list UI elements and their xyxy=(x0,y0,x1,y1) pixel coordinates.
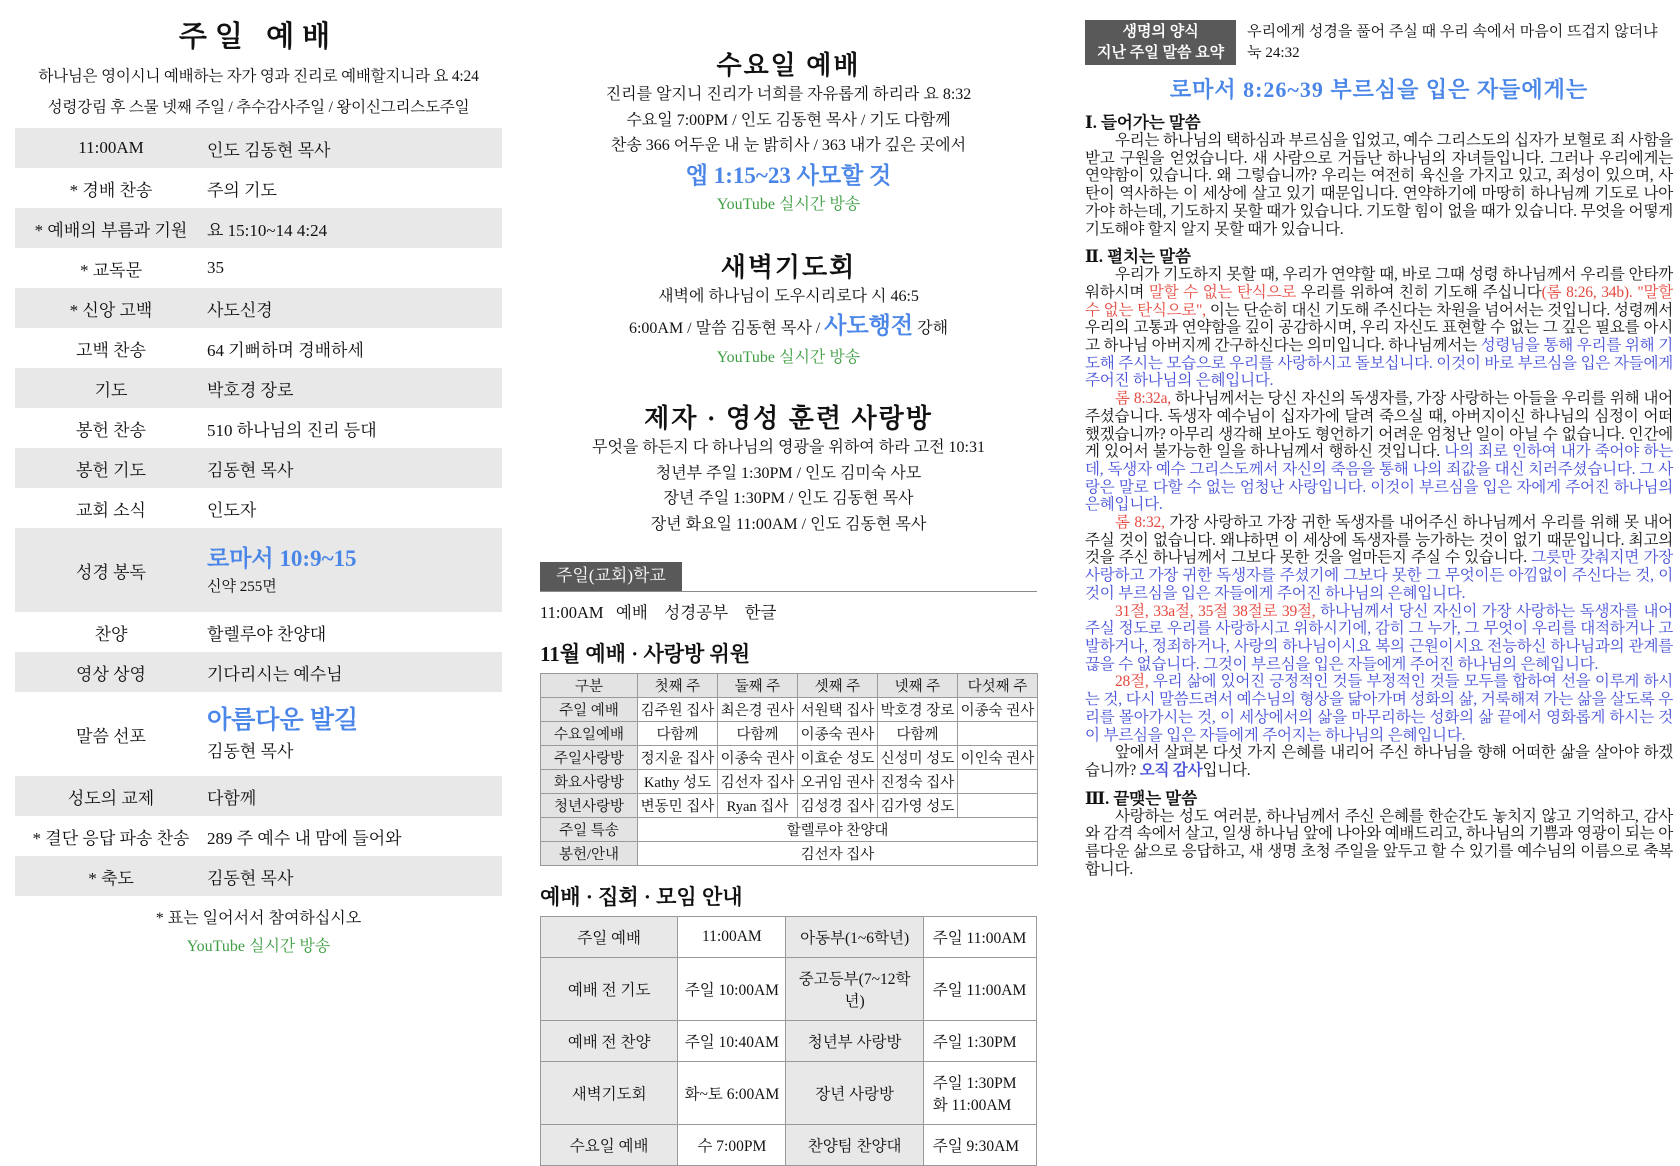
cell: 신성미 성도 xyxy=(878,746,958,770)
cell: 중고등부(7~12학년) xyxy=(786,958,923,1021)
section-paragraph: 31절, 33a절, 35절 38절로 39절, 하나님께서 당신 자신이 가장 사랑하는 독생자를 내어 주실 정도로 우리를 사랑하시고 위하시기에, 감히 그 누가, 그 무엇이 우리를 대적하거나 고발하거나, 정죄하거나, 사랑의 하나님이시요 복의 근원이시요 전능하신 하나님과의 관계를 끊을 수 없습니다. 그것이 부르심을 입은 자들에게 주어진 하나님의 은혜입니다. xyxy=(1085,602,1674,673)
badge-line-2: 지난 주일 말씀 요약 xyxy=(1097,44,1225,61)
scripture-page: 신약 255면 xyxy=(207,579,277,595)
order-row-scripture xyxy=(15,528,502,612)
cell: 예배 전 찬양 xyxy=(541,1021,678,1062)
order-label: 고백 찬송 xyxy=(76,340,146,360)
header-verse: 우리에게 성경을 풀어 주실 때 우리 속에서 마음이 뜨겁지 않더냐 눅 24:32 xyxy=(1247,24,1658,61)
table-row xyxy=(541,794,1038,818)
dawn-prayer-title: 새벽기도회 xyxy=(720,252,857,282)
order-value: 510 하나님의 진리 등대 xyxy=(207,420,377,440)
cell: 이종숙 권사 xyxy=(718,746,798,770)
section-paragraph: 롬 8:32, 가장 사랑하고 가장 귀한 독생자를 내어주신 하나님께서 우리를 위해 못 내어 주실 것이 없습니다. 왜냐하면 이 세상에 독생자를 능가하는 것이 없기 때문입니다. 최고의 것을 주신 하나님께서 그보다 못한 것을 얼마든지 주실 수 있습니다. 그릇만 갖춰지면 가장 사랑하고 가장 귀한 독생자를 주셨기에 그보다 못한 그 무엇이든 아낌없이 주신다는 것, 이것이 부르심을 입은 자들에게 주어진 하나님의 은혜입니다. xyxy=(1085,514,1673,602)
sermon-summary-column xyxy=(1085,20,1673,878)
youtube-live-note: YouTube 실시간 방송 xyxy=(186,938,331,955)
cell: 김성경 집사 xyxy=(798,794,878,818)
order-value: 289 주 예수 내 맘에 들어와 xyxy=(207,828,402,848)
sermon-preacher: 김동현 목사 xyxy=(207,742,294,761)
schedule-table-title: 예배 · 집회 · 모임 안내 xyxy=(540,885,743,909)
order-value: 김동현 목사 xyxy=(207,460,294,480)
sunday-worship-column xyxy=(15,14,502,956)
schedule-table xyxy=(540,916,1037,1166)
section-heading-2: Ⅱ. 펼치는 말씀 xyxy=(1085,247,1191,267)
sunday-school-bar xyxy=(540,562,1037,592)
cell: 이인숙 권사 xyxy=(958,746,1038,770)
section-paragraph: 앞에서 살펴본 다섯 가지 은혜를 내리어 주신 하나님을 향해 어떠한 삶을 살아야 하겠습니까? 오직 감사입니다. xyxy=(1085,744,1673,779)
cell: 김선자 집사 xyxy=(718,770,798,794)
wednesday-worship-title: 수요일 예배 xyxy=(716,51,861,80)
cell: 주일 예배 xyxy=(541,698,638,722)
order-value: 인도 김동현 목사 xyxy=(207,140,331,160)
table-row xyxy=(541,842,1038,866)
table-row xyxy=(541,770,1038,794)
order-row xyxy=(15,612,502,652)
training-title: 제자 · 영성 훈련 사랑방 xyxy=(644,404,933,433)
section-paragraph: 사랑하는 성도 여러분, 하나님께서 주신 은혜를 한순간도 놓치지 않고 기억하고, 감사와 감격 속에서 살고, 일생 하나님 앞에 나아와 예배드리고, 하나님의 기쁨과 영광이 되는 아름다운 삶으로 응답하고, 새 생명 초청 주일을 앞두고 할 수 있기를 예수님의 이름으로 축복합니다. xyxy=(1085,807,1673,878)
order-value: 인도자 xyxy=(207,500,257,520)
table-row xyxy=(541,958,1037,1021)
cell: 정지윤 집사 xyxy=(638,746,718,770)
cell xyxy=(958,770,1038,794)
cell: 다함께 xyxy=(718,722,798,746)
order-label: 찬양 xyxy=(94,624,128,644)
cell: 김선자 집사 xyxy=(638,842,1038,866)
cell: Ryan 집사 xyxy=(718,794,798,818)
order-row xyxy=(15,248,502,288)
cell: 주일사랑방 xyxy=(541,746,638,770)
cell: 김주원 집사 xyxy=(638,698,718,722)
cell: 11:00AM xyxy=(678,917,786,958)
cell: 구분 xyxy=(541,674,638,698)
committee-table-title: 11월 예배 · 사랑방 위원 xyxy=(540,642,751,666)
dawn-verse: 새벽에 하나님이 도우시리로다 시 46:5 xyxy=(658,287,919,305)
sunday-week-line: 성령강림 후 스물 넷째 주일 / 추수감사주일 / 왕이신그리스도주일 xyxy=(47,99,470,116)
cell: 수요일 예배 xyxy=(541,1125,678,1166)
order-row xyxy=(15,168,502,208)
cell: 이효순 성도 xyxy=(798,746,878,770)
order-value: 다함께 xyxy=(207,788,257,808)
cell: 진정숙 집사 xyxy=(878,770,958,794)
order-value: 주의 기도 xyxy=(207,180,277,200)
order-row xyxy=(15,208,502,248)
cell: 셋째 주 xyxy=(798,674,878,698)
order-row xyxy=(15,368,502,408)
order-row xyxy=(15,328,502,368)
wednesday-worship-section xyxy=(540,45,1037,217)
section-paragraph: 우리가 기도하지 못할 때, 우리가 연약할 때, 바로 그때 성령 하나님께서 우리를 안타까워하시며 말할 수 없는 탄식으로 우리를 위하여 친히 기도해 주십니다(롬 8:26, 34b). "말할 수 없는 탄식으로", 이는 단순히 대신 기도해 주신다는 차원을 넘어서는 것입니다. 성령께서 우리의 고통과 연약함을 깊이 공감하시며, 우리 자신도 표현할 수 없는 그 깊은 필요를 아시고 하나님 아버지께 간구하신다는 의미입니다. 하나님께서는 성령님을 통해 우리를 위해 기도해 주시는 모습으로 우리를 사랑하시고 돌보십니다. 이것이 바로 부르심을 입은 자들에게 주어진 하나님의 은혜입니다. xyxy=(1085,266,1673,390)
order-value xyxy=(207,706,502,762)
section-paragraph: 28절, 우리 삶에 있어진 긍정적인 것들 부정적인 것들 모두를 합하여 선을 이루게 하시는 것, 다시 말씀드려서 예수님의 형상을 닮아가며 성화의 삶, 거룩해져 가는 삶을 살도록 우리를 몰아가시는 것, 이 세상에서의 삶을 마무리하는 성화의 삶 끝에서 영화롭게 하시는 것이 부르심을 입은 자들에게 주어지는 하나님의 은혜입니다. xyxy=(1085,673,1673,744)
order-value: 요 15:10~14 4:24 xyxy=(207,220,328,240)
order-label: * 경배 찬송 xyxy=(69,180,153,200)
cell: 주일 1:30PM 화 11:00AM xyxy=(923,1062,1036,1125)
order-value: 기다리시는 예수님 xyxy=(207,664,343,684)
training-section xyxy=(540,398,1037,537)
cell: 최은경 권사 xyxy=(718,698,798,722)
cell: 다함께 xyxy=(878,722,958,746)
section-paragraph: 우리는 하나님의 택하심과 부르심을 입었고, 예수 그리스도의 십자가 보혈로 죄 사함을 받고 구원을 얻었습니다. 새 사람으로 거듭난 하나님의 자녀들입니다. 그러나 우리에게는 연약함이 있습니다. 왜 그렇습니까? 우리는 여전히 육신을 가지고 있고, 죄성이 있으며, 사탄이 역사하는 이 세상에 살고 있기 때문입니다. 연약하기에 마땅히 하나님께 기도로 나아가야 하는데, 기도하지 못할 때가 있습니다. 기도할 힘이 없을 때가 있습니다. 무엇을 어떻게 기도해야 할지 알지 못할 때가 있습니다. xyxy=(1085,132,1673,238)
order-label: * 축도 xyxy=(88,868,134,888)
bread-of-life-badge xyxy=(1085,20,1236,65)
cell: 주일 1:30PM xyxy=(923,1021,1036,1062)
table-row xyxy=(541,818,1038,842)
cell: 변동민 집사 xyxy=(638,794,718,818)
table-row xyxy=(541,1021,1037,1062)
order-row xyxy=(15,288,502,328)
cell: 김가영 성도 xyxy=(878,794,958,818)
order-label: 교회 소식 xyxy=(76,500,146,520)
training-adult-sunday: 장년 주일 1:30PM / 인도 김동현 목사 xyxy=(663,490,914,507)
cell: 주일 예배 xyxy=(541,917,678,958)
wednesday-schedule: 수요일 7:00PM / 인도 김동현 목사 / 기도 다함께 xyxy=(626,111,951,129)
sermon-summary-title: 로마서 8:26~39 부르심을 입은 자들에게는 xyxy=(1169,77,1589,102)
order-label: 기도 xyxy=(94,380,128,400)
cell: 주일 11:00AM xyxy=(923,917,1036,958)
cell: 주일 10:00AM xyxy=(678,958,786,1021)
order-row xyxy=(15,856,502,896)
order-value: 사도신경 xyxy=(207,300,273,320)
cell: 청년부 사랑방 xyxy=(786,1021,923,1062)
table-row xyxy=(541,722,1038,746)
order-row xyxy=(15,652,502,692)
sunday-worship-title: 주일 예배 xyxy=(178,21,339,53)
order-value: 김동현 목사 xyxy=(207,868,294,888)
table-row xyxy=(541,746,1038,770)
cell: 다함께 xyxy=(638,722,718,746)
cell: 새벽기도회 xyxy=(541,1062,678,1125)
order-label: 말씀 선포 xyxy=(76,726,146,746)
cell: 다섯째 주 xyxy=(958,674,1038,698)
section-heading-1: Ⅰ. 들어가는 말씀 xyxy=(1085,113,1201,132)
table-row xyxy=(541,1062,1037,1125)
dawn-schedule: 6:00AM / 말씀 김동현 목사 / 사도행전 강해 xyxy=(628,313,949,338)
order-value: 35 xyxy=(207,258,224,277)
order-value: 박호경 장로 xyxy=(207,380,294,400)
order-row xyxy=(15,776,502,816)
order-label: * 결단 응답 파송 찬송 xyxy=(32,828,190,848)
cell: 찬양팀 찬양대 xyxy=(786,1125,923,1166)
midweek-column xyxy=(540,0,1037,1166)
section-paragraph: 롬 8:32a, 하나님께서는 당신 자신의 독생자를, 가장 사랑하는 아들을 우리를 위해 내어 주셨습니다. 독생자 예수님이 십자가에 달려 죽으실 때, 아버지이신 하나님의 심정이 어떠했겠습니까? 아무리 생각해 보아도 형언하기 어려운 엄청난 일이 아닐 수 없습니다. 인간에게 있어서 불가능한 일을 하나님께서 행하신 것입니다. 나의 죄로 인하여 내가 죽어야 하는데, 독생자 예수 그리스도께서 자신의 죽음을 통해 나의 죄값을 대신 치러주셨습니다. 그 사랑은 말로 다할 수 없는 엄청난 사랑입니다. 이것이 부르심을 입은 자에게 주어진 하나님의 은혜입니다. xyxy=(1085,390,1674,514)
cell: 주일 9:30AM xyxy=(923,1125,1036,1166)
wednesday-verse: 진리를 알지니 진리가 너희를 자유롭게 하리라 요 8:32 xyxy=(605,86,972,103)
order-row xyxy=(15,448,502,488)
cell: 둘째 주 xyxy=(718,674,798,698)
table-row xyxy=(541,698,1038,722)
cell: 청년사랑방 xyxy=(541,794,638,818)
cell: 아동부(1~6학년) xyxy=(786,917,923,958)
committee-table xyxy=(540,673,1038,866)
scripture-reference: 로마서 10:9~15 xyxy=(207,546,357,571)
table-row xyxy=(541,1125,1037,1166)
order-label: 11:00AM xyxy=(78,138,144,157)
order-row xyxy=(15,816,502,856)
cell: 서원택 집사 xyxy=(798,698,878,722)
worship-order-list xyxy=(15,128,502,896)
sermon-summary-header xyxy=(1085,20,1673,65)
order-row xyxy=(15,128,502,168)
cell: 오귀임 권사 xyxy=(798,770,878,794)
cell: 화~토 6:00AM xyxy=(678,1062,786,1125)
order-label: 봉헌 찬송 xyxy=(76,420,146,440)
cell: 수요일예배 xyxy=(541,722,638,746)
cell xyxy=(958,794,1038,818)
cell: 장년 사랑방 xyxy=(786,1062,923,1125)
training-youth: 청년부 주일 1:30PM / 인도 김미숙 사모 xyxy=(655,464,922,482)
cell: 주일 10:40AM xyxy=(678,1021,786,1062)
section-heading-3: Ⅲ. 끝맺는 말씀 xyxy=(1085,788,1198,808)
order-row xyxy=(15,488,502,528)
training-verse: 무엇을 하든지 다 하나님의 영광을 위하여 하라 고전 10:31 xyxy=(591,439,986,456)
order-row-sermon xyxy=(15,692,502,776)
order-value: 64 기뻐하며 경배하세 xyxy=(207,340,364,360)
order-label: * 신앙 고백 xyxy=(69,300,153,320)
dawn-prayer-section xyxy=(540,247,1037,371)
order-label: * 예배의 부름과 기원 xyxy=(34,220,188,240)
cell: 봉헌/안내 xyxy=(541,842,638,866)
cell xyxy=(958,722,1038,746)
order-label: 봉헌 기도 xyxy=(76,460,146,480)
order-label: * 교독문 xyxy=(79,260,143,280)
cell: 수 7:00PM xyxy=(678,1125,786,1166)
table-header-row xyxy=(541,674,1038,698)
order-label: 성경 봉독 xyxy=(76,562,146,582)
youtube-live-note: YouTube 실시간 방송 xyxy=(716,195,861,213)
youtube-live-note: YouTube 실시간 방송 xyxy=(716,349,861,366)
training-adult-tuesday: 장년 화요일 11:00AM / 인도 김동현 목사 xyxy=(650,515,927,533)
cell: 첫째 주 xyxy=(638,674,718,698)
sunday-worship-verse: 하나님은 영이시니 예배하는 자가 영과 진리로 예배할지니라 요 4:24 xyxy=(38,68,479,85)
cell: 주일 11:00AM xyxy=(923,958,1036,1021)
cell: Kathy 성도 xyxy=(638,770,718,794)
order-row xyxy=(15,408,502,448)
wednesday-hymns: 찬송 366 어두운 내 눈 밝히사 / 363 내가 깊은 곳에서 xyxy=(610,137,967,154)
cell: 화요사랑방 xyxy=(541,770,638,794)
cell: 이종숙 권사 xyxy=(958,698,1038,722)
cell: 예배 전 기도 xyxy=(541,958,678,1021)
cell: 할렐루야 찬양대 xyxy=(638,818,1038,842)
sermon-title: 아름다운 발길 xyxy=(207,707,359,734)
table-row xyxy=(541,917,1037,958)
order-label: 성도의 교제 xyxy=(67,788,155,808)
cell: 이종숙 권사 xyxy=(798,722,878,746)
order-value: 할렐루야 찬양대 xyxy=(207,624,327,644)
cell: 박호경 장로 xyxy=(878,698,958,722)
order-value xyxy=(207,544,502,596)
cell: 넷째 주 xyxy=(878,674,958,698)
order-label: 영상 상영 xyxy=(76,664,146,684)
badge-line-1: 생명의 양식 xyxy=(1122,24,1199,40)
wednesday-sermon-title: 엡 1:15~23 사모할 것 xyxy=(685,162,892,188)
sunday-school-label: 주일(교회)학교 xyxy=(540,562,682,591)
sunday-school-info: 11:00AM 예배 성경공부 한글 xyxy=(540,603,777,622)
standing-footnote: * 표는 일어서서 참여하십시오 xyxy=(155,910,362,927)
cell: 주일 특송 xyxy=(541,818,638,842)
